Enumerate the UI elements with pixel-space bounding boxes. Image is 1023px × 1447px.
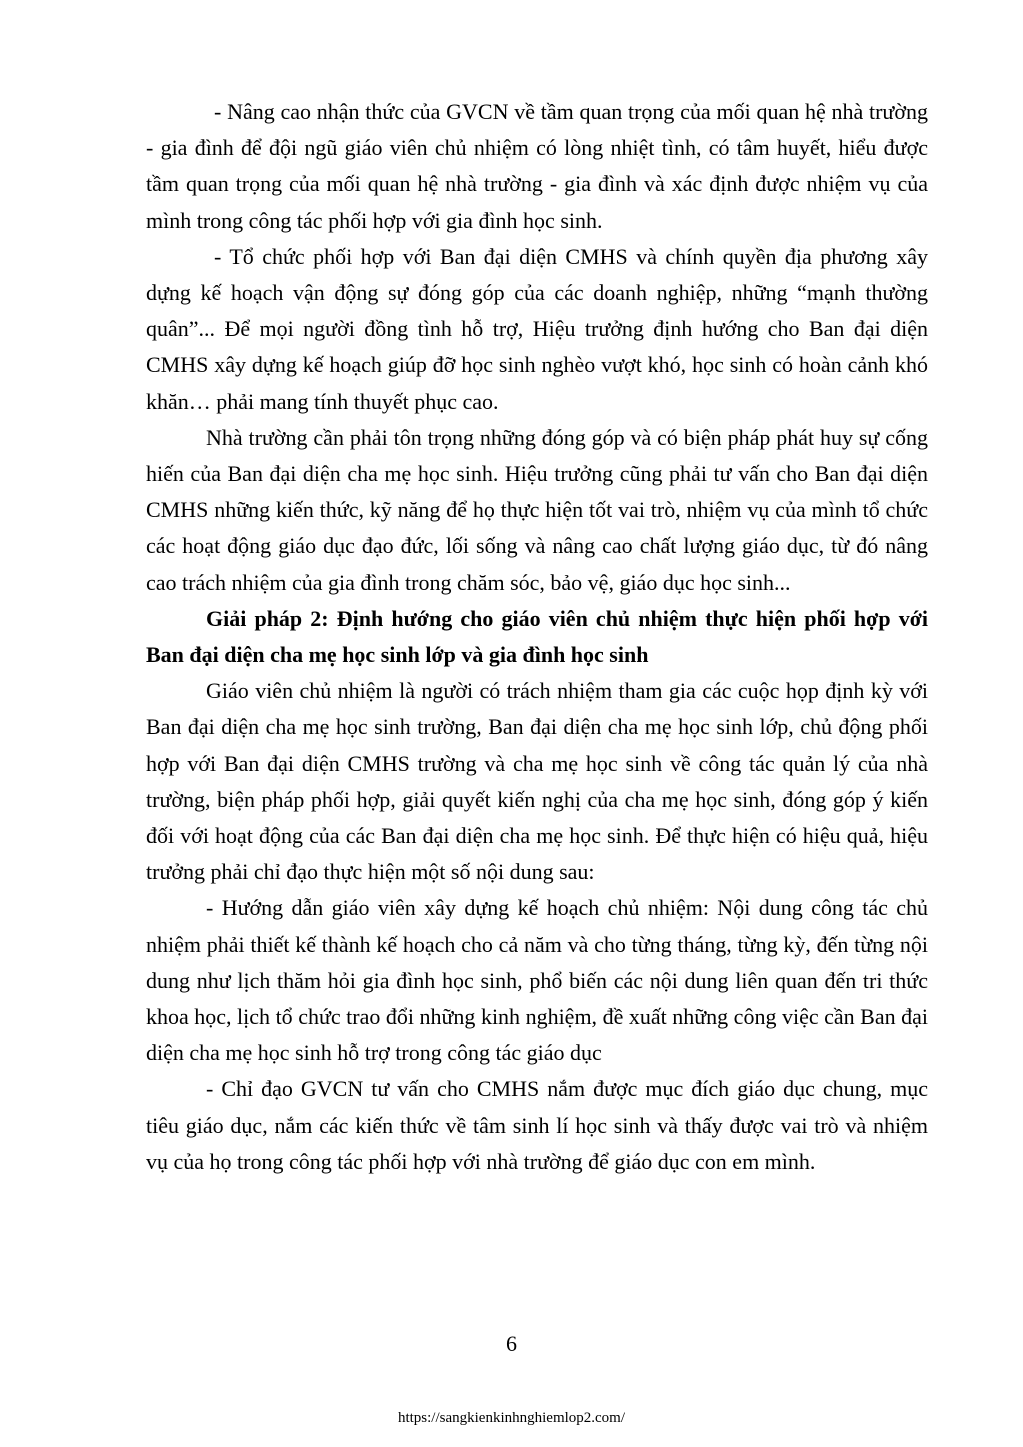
footer-url: https://sangkienkinhnghiemlop2.com/ xyxy=(397,1410,626,1426)
document-body xyxy=(146,94,928,1180)
paragraph-homeroom-teacher-role: Giáo viên chủ nhiệm là người có trách nhiệm tham gia các cuộc họp định kỳ với Ban đại diện cha mẹ học sinh trường, Ban đại diện cha mẹ học sinh lớp, chủ động phối hợp với Ban đại diện CMHS trường và cha mẹ học sinh về công tác quản lý của nhà trường, biện pháp phối hợp, giải quyết kiến nghị của cha mẹ học sinh, đóng góp ý kiến đối với hoạt động của các Ban đại diện cha mẹ học sinh. Để thực hiện có hiệu quả, hiệu trưởng phải chỉ đạo thực hiện một số nội dung sau: xyxy=(146,678,928,885)
paragraph-gvcn-awareness: - Nâng cao nhận thức của GVCN về tầm quan trọng của mối quan hệ nhà trường - gia đình để đội ngũ giáo viên chủ nhiệm có lòng nhiệt tình, có tâm huyết, hiểu được tầm quan trọng của mối quan hệ nhà trường - gia đình và xác định được nhiệm vụ của mình trong công tác phối hợp với gia đình học sinh. xyxy=(146,99,928,233)
solution-2-heading: Giải pháp 2: Định hướng cho giáo viên chủ nhiệm thực hiện phối hợp với Ban đại diện cha mẹ học sinh lớp và gia đình học sinh xyxy=(146,605,928,668)
paragraph-consulting-parents: - Chỉ đạo GVCN tư vấn cho CMHS nắm được mục đích giáo dục chung, mục tiêu giáo dục, nắm các kiến thức về tâm sinh lí học sinh và thấy được vai trò và nhiệm vụ của họ trong công tác phối hợp với nhà trường để giáo dục con em mình. xyxy=(146,1076,928,1174)
page-number: 6 xyxy=(506,1331,517,1356)
paragraph-respect-contributions: Nhà trường cần phải tôn trọng những đóng góp và có biện pháp phát huy sự cống hiến của Ban đại diện cha mẹ học sinh. Hiệu trưởng cũng phải tư vấn cho Ban đại diện CMHS những kiến thức, kỹ năng để họ thực hiện tốt vai trò, nhiệm vụ của mình tổ chức các hoạt động giáo dục đạo đức, lối sống và nâng cao chất lượng giáo dục, từ đó nâng cao trách nhiệm của gia đình trong chăm sóc, bảo vệ, giáo dục học sinh... xyxy=(146,424,928,595)
paragraph-planning-guidance: - Hướng dẫn giáo viên xây dựng kế hoạch chủ nhiệm: Nội dung công tác chủ nhiệm phải thiết kế thành kế hoạch cho cả năm và cho từng tháng, từng kỳ, đến từng nội dung như lịch thăm hỏi gia đình học sinh, phổ biến các nội dung liên quan đến tri thức khoa học, lịch tổ chức trao đổi những kinh nghiệm, đề xuất những công việc cần Ban đại diện cha mẹ học sinh hỗ trợ trong công tác giáo dục xyxy=(146,895,928,1066)
paragraph-organize-coordination: - Tổ chức phối hợp với Ban đại diện CMHS và chính quyền địa phương xây dựng kế hoạch vận động sự đóng góp của các doanh nghiệp, những “mạnh thường quân”... Để mọi người đồng tình hỗ trợ, Hiệu trưởng định hướng cho Ban đại diện CMHS xây dựng kế hoạch giúp đỡ học sinh nghèo vượt khó, học sinh có hoàn cảnh khó khăn… phải mang tính thuyết phục cao. xyxy=(146,243,928,414)
